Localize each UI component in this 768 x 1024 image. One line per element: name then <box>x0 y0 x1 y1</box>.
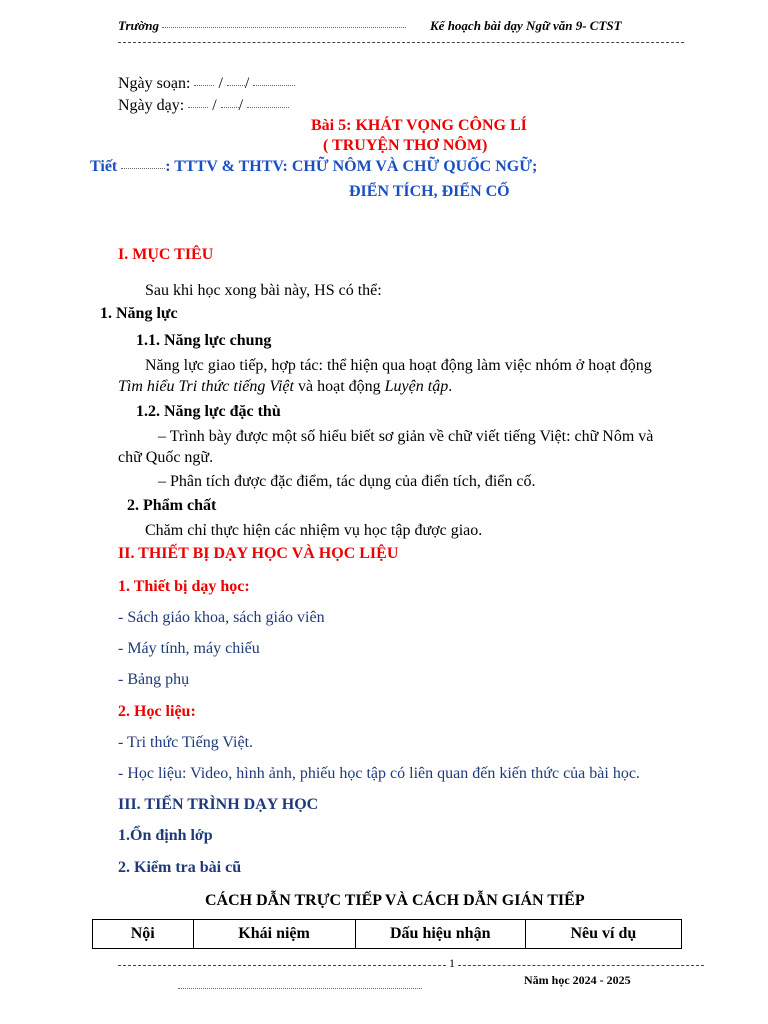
school-label: Trường <box>118 18 160 33</box>
header-divider <box>118 42 684 43</box>
quality-heading: 2. Phẩm chất <box>127 497 217 514</box>
lesson-title: Bài 5: KHÁT VỌNG CÔNG LÍ <box>311 117 527 134</box>
table-header-cell: Nêu ví dụ <box>525 920 681 949</box>
equipment-item: - Bảng phụ <box>118 671 190 688</box>
equipment-item: - Máy tính, máy chiếu <box>118 640 260 657</box>
table-header-cell: Dấu hiệu nhận <box>355 920 525 949</box>
general-competence-heading: 1.1. Năng lực chung <box>136 332 272 349</box>
date-separator: / <box>212 97 217 114</box>
activity-name: Tìm hiểu Tri thức tiếng Việt <box>118 378 294 395</box>
materials-heading: 2. Học liệu: <box>118 703 196 720</box>
period-title: : TTTV & THTV: CHỮ NÔM VÀ CHỮ QUỐC NGỮ; <box>165 158 538 175</box>
date-separator: / <box>238 97 244 114</box>
specific-competence-item: – Phân tích được đặc điểm, tác dụng của điển tích, điển cố. <box>158 473 536 490</box>
date-prepare-line <box>118 75 295 93</box>
competence-heading: 1. Năng lực <box>100 305 178 322</box>
date-separator: / <box>244 75 250 92</box>
quality-text: Chăm chỉ thực hiện các nhiệm vụ học tập được giao. <box>145 522 483 539</box>
footer-blank-line <box>178 978 422 996</box>
table-title: CÁCH DẪN TRỰC TIẾP VÀ CÁCH DẪN GIÁN TIẾP <box>205 892 585 909</box>
period-mark: . <box>448 378 453 395</box>
footer-blank <box>178 987 422 989</box>
objectives-intro: Sau khi học xong bài này, HS có thể: <box>145 282 382 299</box>
materials-item: - Học liệu: Video, hình ảnh, phiếu học tập có liên quan đến kiến thức của bài học. <box>118 765 640 782</box>
section-objectives-heading: I. MỤC TIÊU <box>118 246 214 263</box>
materials-item: - Tri thức Tiếng Việt. <box>118 734 254 751</box>
section-equipment-heading: II. THIẾT BỊ DẠY HỌC VÀ HỌC LIỆU <box>118 545 399 562</box>
footer-divider-right <box>458 965 704 966</box>
process-step: 1.Ổn định lớp <box>118 827 213 844</box>
date-prepare-year-blank <box>253 84 295 86</box>
date-separator: / <box>218 75 223 92</box>
document-title: Kế hoạch bài dạy Ngữ văn 9- CTST <box>430 18 622 33</box>
date-teach-line <box>118 97 289 115</box>
date-prepare-month-blank <box>227 84 245 86</box>
date-teach-label: Ngày dạy: <box>118 97 185 114</box>
specific-competence-heading: 1.2. Năng lực đặc thù <box>136 403 281 420</box>
lesson-subtitle: ( TRUYỆN THƠ NÔM) <box>323 137 488 154</box>
specific-competence-item-continued: chữ Quốc ngữ. <box>118 449 214 466</box>
general-competence-text-continued <box>118 378 452 396</box>
section-process-heading: III. TIẾN TRÌNH DẠY HỌC <box>118 796 319 813</box>
period-title-line <box>90 158 537 176</box>
date-teach-day-blank <box>188 106 208 108</box>
period-title-continued: ĐIỂN TÍCH, ĐIỂN CỐ <box>349 183 510 200</box>
general-competence-text: Năng lực giao tiếp, hợp tác: thể hiện qua hoạt động làm việc nhóm ở hoạt động <box>145 357 652 374</box>
table-header-cell: Nội <box>93 920 194 949</box>
date-teach-month-blank <box>221 106 239 108</box>
date-teach-year-blank <box>247 106 289 108</box>
equipment-item: - Sách giáo khoa, sách giáo viên <box>118 609 325 626</box>
table-header-cell: Khái niệm <box>193 920 355 949</box>
footer-divider-left <box>118 965 446 966</box>
table-header-row <box>93 920 682 949</box>
period-number-blank <box>121 167 165 169</box>
page-number: 1 <box>449 956 455 970</box>
specific-competence-item: – Trình bày được một số hiểu biết sơ giản về chữ viết tiếng Việt: chữ Nôm và <box>158 428 654 445</box>
date-prepare-label: Ngày soạn: <box>118 75 191 92</box>
comparison-table <box>92 919 682 949</box>
activity-name: Luyện tập <box>384 378 449 395</box>
period-label: Tiết <box>90 158 118 175</box>
school-name-blank <box>162 26 406 28</box>
process-step: 2. Kiểm tra bài cũ <box>118 859 242 876</box>
date-prepare-day-blank <box>194 84 214 86</box>
connector-text: và hoạt động <box>293 378 385 395</box>
school-year: Năm học 2024 - 2025 <box>524 973 631 987</box>
equipment-heading: 1. Thiết bị dạy học: <box>118 578 250 595</box>
school-header <box>118 18 406 34</box>
